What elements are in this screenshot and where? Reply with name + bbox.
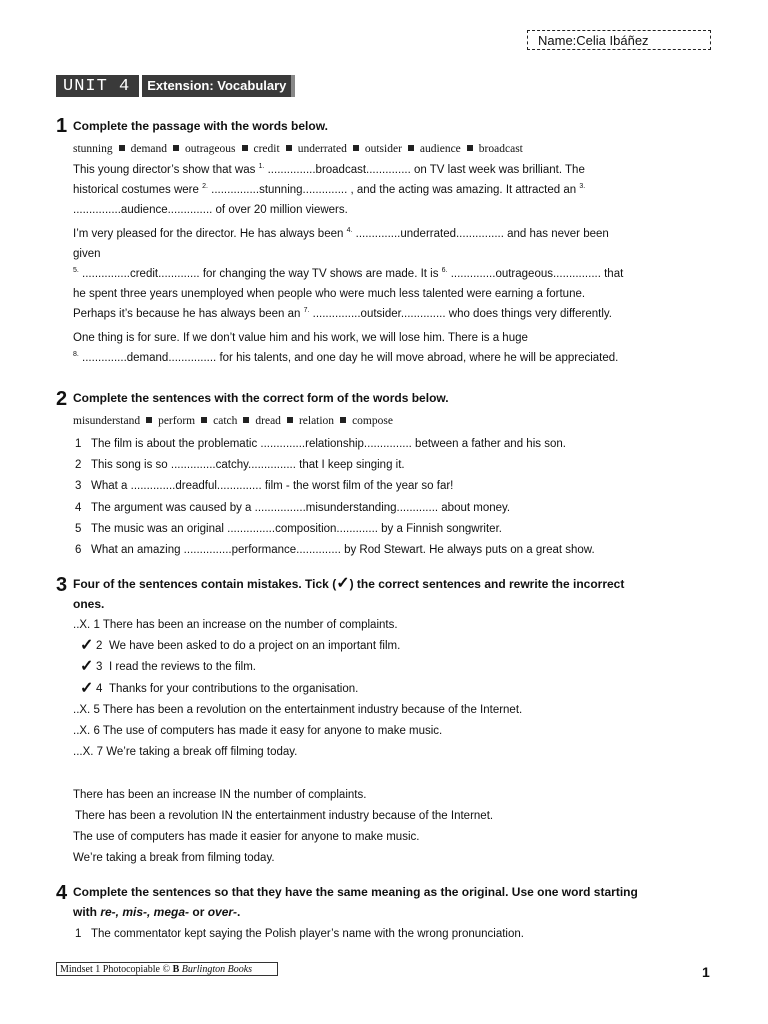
page-number: 1 xyxy=(702,964,710,980)
checkmark-icon: ✓ xyxy=(80,679,94,697)
gap-number: 3. xyxy=(579,183,586,191)
footer-credit-publisher: Burlington Books xyxy=(181,964,253,975)
exercise-2-number: 2 xyxy=(56,388,68,410)
ex3-item xyxy=(73,617,398,633)
ex4-title2-or: or xyxy=(189,905,208,919)
separator-square-icon xyxy=(287,417,293,423)
separator-square-icon xyxy=(286,145,292,151)
ex2-word: compose xyxy=(352,415,393,427)
ex3-item-mark: ...X. 7 xyxy=(73,746,107,759)
ex2-item-text: The music was an original ...............composition............. by a Finnish songwriter. xyxy=(91,522,502,535)
exercise-2-word-list xyxy=(73,415,393,427)
passage-line xyxy=(73,306,612,322)
gap-number: 6. xyxy=(441,267,448,275)
separator-square-icon xyxy=(353,145,359,151)
ex1-word: broadcast xyxy=(478,143,523,155)
gap-number: 7. xyxy=(303,307,310,315)
ex4-title2-a: with xyxy=(73,905,101,919)
separator-square-icon xyxy=(119,145,125,151)
gap-number: 2. xyxy=(202,183,208,191)
checkmark-icon: ✓ xyxy=(80,637,94,655)
exercise-3-title xyxy=(73,575,624,593)
ex3-item-text: Thanks for your contributions to the organisation. xyxy=(109,682,359,695)
passage-line xyxy=(73,330,528,346)
ex2-item-number: 1 xyxy=(75,438,82,450)
exercise-4-number: 4 xyxy=(56,882,68,904)
gap-number: 8. xyxy=(73,351,79,359)
name-box: Name:Celia Ibáñez xyxy=(527,30,711,50)
passage-line xyxy=(73,182,585,198)
ex3-item-mark: ..X. 6 xyxy=(73,725,103,737)
ex4-title2-prefixes: re-, mis-, mega- xyxy=(100,905,190,919)
unit-label: UNIT 4 xyxy=(56,75,139,97)
gap-number: 4. xyxy=(346,227,353,235)
ex2-item-number: 2 xyxy=(75,459,82,472)
passage-text: he spent three years unemployed when people who were much less talented were earning a fortune. xyxy=(73,288,586,300)
passage-line xyxy=(73,226,609,242)
separator-square-icon xyxy=(146,417,152,423)
unit-subtitle: Extension: Vocabulary xyxy=(142,75,295,97)
ex2-item-text: What an amazing ...............performance.............. by Rod Stewart. He always puts on a great show. xyxy=(91,544,595,556)
ex2-word: catch xyxy=(213,415,238,427)
passage-line xyxy=(73,162,585,178)
passage-text: This young director’s show that was xyxy=(73,164,259,176)
ex3-item xyxy=(73,723,442,739)
passage-text: ...............outsider.............. who does things very differently. xyxy=(309,308,612,320)
ex2-word: perform xyxy=(158,415,196,427)
ex3-item-text: We have been asked to do a project on an important film. xyxy=(109,640,401,653)
gap-number: 5. xyxy=(73,267,79,275)
exercise-2-title: Complete the sentences with the correct form of the words below. xyxy=(73,391,449,405)
exercise-3-title-part-a: Four of the sentences contain mistakes. Tick ( xyxy=(73,577,337,591)
ex2-item-text: This song is so ..............catchy............... that I keep singing it. xyxy=(91,459,405,472)
passage-text: ..............underrated............... and has never been xyxy=(352,228,609,240)
separator-square-icon xyxy=(340,417,346,423)
ex1-word: demand xyxy=(130,143,168,155)
ex1-word: underrated xyxy=(297,143,347,155)
ex3-item-number: 4 xyxy=(96,682,103,695)
ex3-answer: The use of computers has made it easier for anyone to make music. xyxy=(73,831,420,843)
passage-line xyxy=(73,246,101,262)
ex2-item-text: What a ..............dreadful.............. film - the worst film of the year so far! xyxy=(91,480,454,493)
ex1-word: credit xyxy=(253,143,280,155)
ex3-item-text: We’re taking a break off filming today. xyxy=(106,746,298,759)
separator-square-icon xyxy=(173,145,179,151)
footer-credit-a: Mindset 1 Photocopiable © xyxy=(60,964,173,975)
separator-square-icon xyxy=(243,417,249,423)
separator-square-icon xyxy=(242,145,248,151)
ex3-item xyxy=(73,744,297,760)
ex1-word: outrageous xyxy=(185,143,236,155)
ex1-word: stunning xyxy=(73,143,113,155)
exercise-1-title: Complete the passage with the words below. xyxy=(73,119,328,133)
ex2-item-number: 5 xyxy=(75,522,82,535)
passage-text: ...............stunning.............. , and the acting was amazing. It attracted an xyxy=(207,184,580,196)
exercise-3-number: 3 xyxy=(56,574,68,596)
ex3-item-text: I read the reviews to the film. xyxy=(109,661,257,674)
ex2-item-text: The argument was caused by a ................misunderstanding............. about money. xyxy=(91,501,511,514)
passage-text: ...............audience.............. of over 20 million viewers. xyxy=(73,204,348,216)
passage-text: ..............demand............... for his talents, and one day he will move abroad, where he will be appreciated. xyxy=(78,352,619,364)
gap-number: 1. xyxy=(258,163,265,171)
footer-credit xyxy=(56,962,278,976)
exercise-3-title-line2: ones. xyxy=(73,597,105,611)
passage-line xyxy=(73,350,618,366)
ex2-item-number: 6 xyxy=(75,544,82,556)
exercise-4-title-line2 xyxy=(73,903,240,921)
ex2-word: misunderstand xyxy=(73,415,141,427)
passage-text: ..............outrageous............... that xyxy=(447,268,624,280)
ex2-item-number: 3 xyxy=(75,480,82,493)
ex1-word: audience xyxy=(419,143,461,155)
passage-text: ...............broadcast.............. on TV last week was brilliant. The xyxy=(264,164,585,176)
ex4-title2-end: . xyxy=(237,905,241,919)
exercise-1-word-list xyxy=(73,143,523,155)
passage-line xyxy=(73,266,623,282)
ex3-item-number: 2 xyxy=(96,640,103,653)
unit-heading xyxy=(56,75,295,97)
exercise-1-number: 1 xyxy=(56,115,68,137)
passage-line xyxy=(73,202,348,218)
separator-square-icon xyxy=(201,417,207,423)
ex2-word: dread xyxy=(255,415,281,427)
exercise-4-title: Complete the sentences so that they have the same meaning as the original. Use one word starting xyxy=(73,885,638,899)
ex2-word: relation xyxy=(298,415,335,427)
separator-square-icon xyxy=(467,145,473,151)
ex2-item-number: 4 xyxy=(75,501,82,514)
ex3-item-mark: ..X. 1 xyxy=(73,619,103,631)
ex3-item-mark: ..X. 5 xyxy=(73,703,103,716)
ex3-item-text: There has been an increase on the number of complaints. xyxy=(102,619,398,631)
passage-text: ...............credit............. for changing the way TV shows are made. It is xyxy=(78,268,442,280)
ex4-title2-over: over- xyxy=(207,905,238,919)
passage-text: Perhaps it’s because he has always been an xyxy=(73,308,304,320)
exercise-3-title-part-b: ) the correct sentences and rewrite the incorrect xyxy=(349,577,625,591)
passage-line xyxy=(73,286,585,302)
ex3-item-text: The use of computers has made it easy for anyone to make music. xyxy=(102,725,443,737)
separator-square-icon xyxy=(408,145,414,151)
passage-text: historical costumes were xyxy=(73,184,203,196)
tick-icon: ✓ xyxy=(336,575,350,592)
passage-text: given xyxy=(73,248,101,260)
exercise-4-item-1-number: 1 xyxy=(75,928,82,940)
ex3-item xyxy=(73,702,522,718)
burlington-logo-icon: B xyxy=(172,964,180,975)
ex3-answer: There has been a revolution IN the entertainment industry because of the Internet. xyxy=(75,810,494,822)
ex3-item-number: 3 xyxy=(96,661,103,674)
ex2-item-text: The film is about the problematic ..............relationship............... between a father and his son. xyxy=(91,438,566,450)
ex3-answer: There has been an increase IN the number of complaints. xyxy=(73,789,367,801)
exercise-4-item-1: The commentator kept saying the Polish player’s name with the wrong pronunciation. xyxy=(91,928,524,940)
checkmark-icon: ✓ xyxy=(80,658,94,676)
passage-text: I’m very pleased for the director. He has always been xyxy=(73,228,347,240)
ex3-answer: We’re taking a break from filming today. xyxy=(73,852,275,864)
ex3-item-text: There has been a revolution on the entertainment industry because of the Internet. xyxy=(102,703,523,716)
ex1-word: outsider xyxy=(364,143,402,155)
passage-text: One thing is for sure. If we don’t value him and his work, we will lose him. There is a huge xyxy=(73,332,528,344)
